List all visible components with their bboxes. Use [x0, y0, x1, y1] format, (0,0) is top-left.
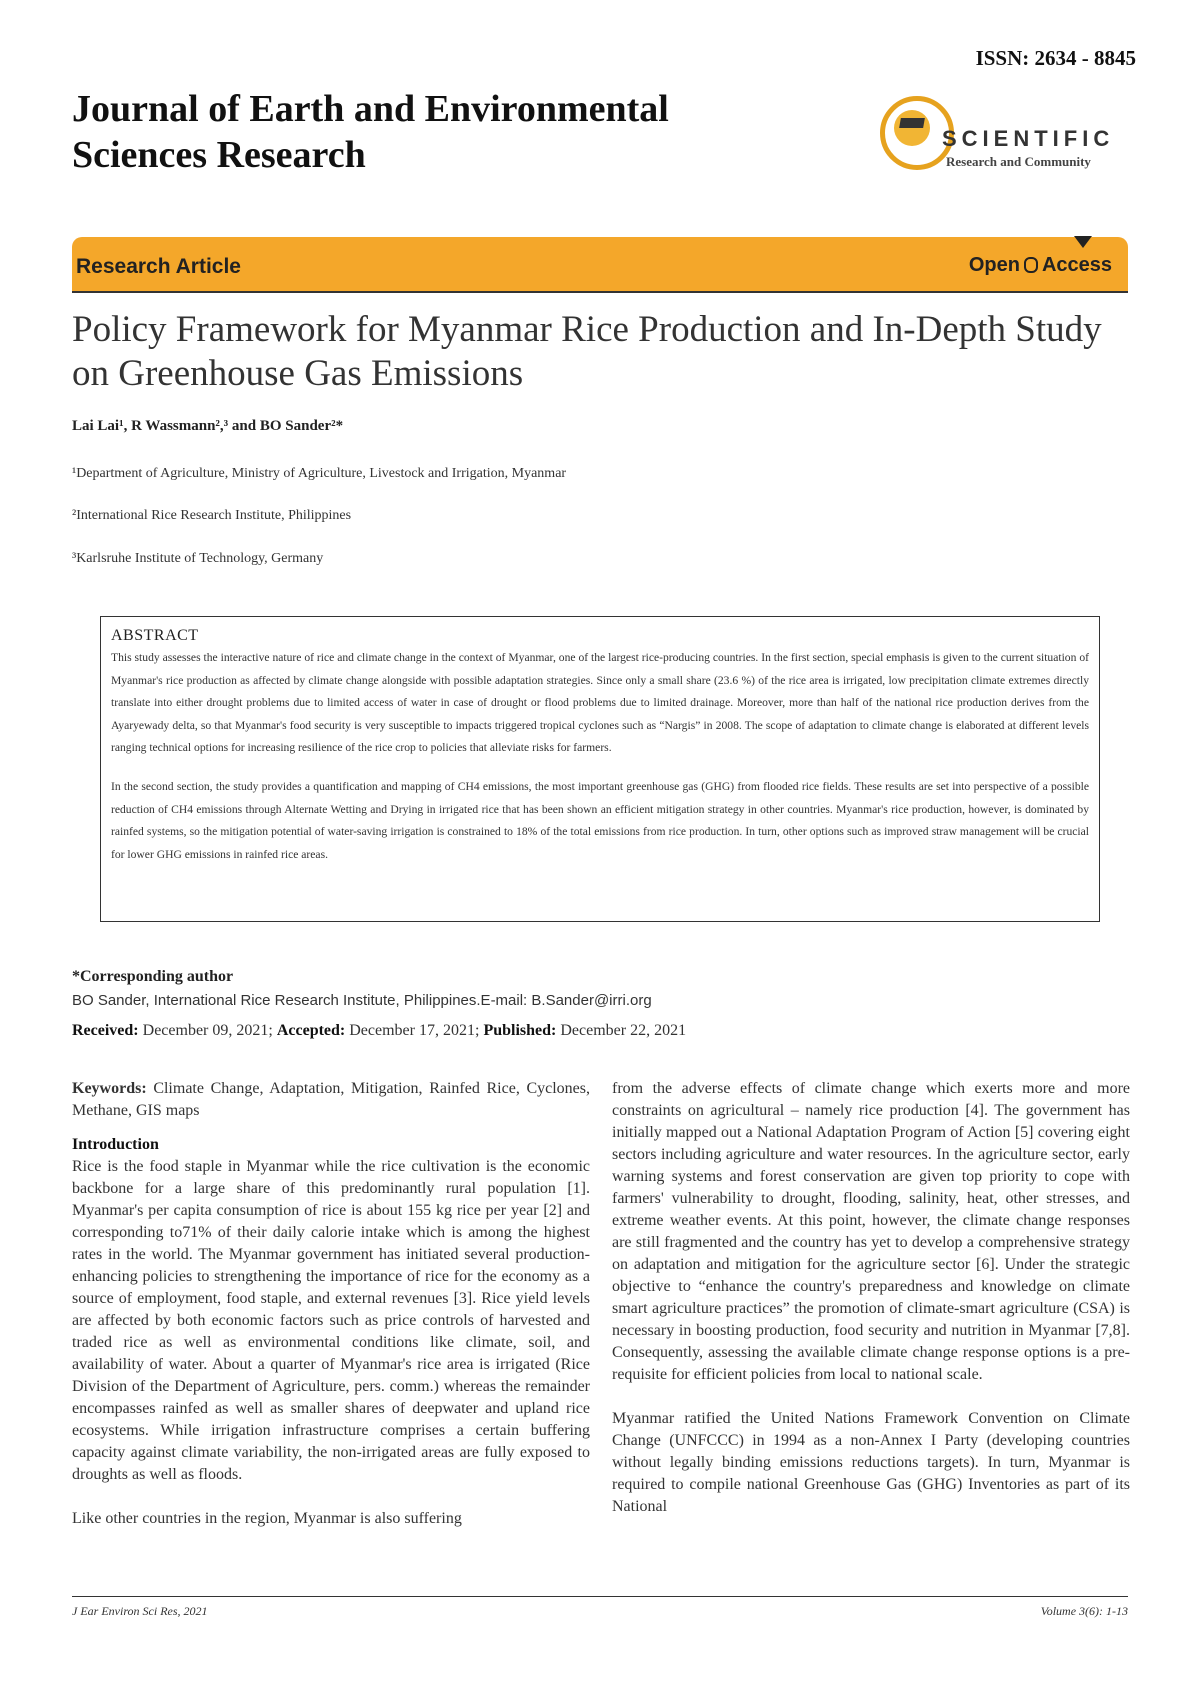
graduation-cap-icon	[899, 118, 925, 128]
open-access-badge	[969, 254, 1112, 277]
open-access-marker-icon	[1074, 236, 1092, 248]
corresponding-author-heading: *Corresponding author	[72, 968, 234, 985]
footer-volume: Volume 3(6): 1-13	[1040, 1604, 1128, 1618]
banner-divider	[72, 291, 1128, 293]
authors: Lai Lai¹, R Wassmann²,³ and BO Sander²*	[72, 418, 344, 434]
abstract-paragraph-2: In the second section, the study provides a quantification and mapping of CH4 emissions, the most important greenhouse gas (GHG) from flooded rice fields. These results are set into perspective of a possible reduction of CH4 emissions through Alternate Wetting and Drying in irrigated rice that has been shown an efficient mitigation strategy in other countries. Myanmar's rice production, however, is dominated by rainfed systems, so the mitigation potential of water-saving irrigation is constrained to 18% of the total emissions from rice production. In turn, other options such as improved straw management will be crucial for lower GHG emissions in rainfed rice areas.	[111, 779, 1089, 861]
affiliation-3: ³Karlsruhe Institute of Technology, Germany	[72, 551, 324, 566]
paper-title: Policy Framework for Myanmar Rice Production and In-Depth Study on Greenhouse Gas Emissions	[72, 309, 1102, 394]
published-date: December 22, 2021	[560, 1022, 687, 1039]
journal-title-line2: Sciences Research	[72, 134, 366, 176]
access-label: Access	[1041, 254, 1112, 276]
corresponding-author-text: BO Sander, International Rice Research Institute, Philippines.E-mail: B.Sander@irri.org	[72, 992, 652, 1009]
logo-subtitle: Research and Community	[946, 154, 1091, 169]
abstract-paragraph-1: This study assesses the interactive nature of rice and climate change in the context of Myanmar, one of the largest rice-producing countries. In the first section, special emphasis is given to the current situation of Myanmar's rice production as affected by climate change alongside with possible adaptation strategies. Since only a small share (23.6 %) of the rice area is irrigated, low precipitation climate extremes directly translate into either drought problems due to limited access of water in case of drought or flood problems due to limited drainage. Moreover, more than half of the national rice production derives from the Ayaryewady delta, so that Myanmar's food security is very susceptible to impacts triggered tropical cyclones such as “Nargis” in 2008. The scope of adaptation to climate change is elaborated at different levels ranging technical options for increasing resilience of the rice crop to policies that alleviate risks for farmers.	[111, 651, 1089, 755]
accepted-label: Accepted:	[276, 1022, 346, 1039]
introduction-heading: Introduction	[72, 1136, 159, 1153]
issn: ISSN: 2634 - 8845	[975, 46, 1136, 70]
journal-title	[72, 86, 792, 178]
open-label: Open	[968, 254, 1020, 276]
body-column-right	[612, 1078, 1130, 1518]
open-lock-icon	[1024, 257, 1038, 273]
received-label: Received:	[72, 1022, 139, 1039]
footer-citation: J Ear Environ Sci Res, 2021	[72, 1604, 208, 1618]
abstract-heading: ABSTRACT	[111, 627, 199, 644]
body-paragraph-right-1: from the adverse effects of climate change which exerts more and more constraints on agricultural – namely rice production [4]. The government has initially mapped out a National Adaptation Program of Action [5] covering eight sectors including agriculture and water resources. In the agriculture sector, early warning systems and forest conservation are given top priority to cope with farmers' vulnerability to drought, flooding, salinity, heat, other stresses, and extreme weather events. At this point, however, the climate change responses are still fragmented and the country has yet to develop a comprehensive strategy on adaptation and mitigation for the agriculture sector [6]. Under the strategic objective to “enhance the country's preparedness and knowledge on climate smart agriculture practices” the promotion of climate-smart agriculture (CSA) is necessary in boosting production, food security and nutrition in Myanmar [7,8]. Consequently, assessing the available climate change response options is a pre-requisite for efficient policies from local to national scale.	[612, 1080, 1130, 1383]
published-label: Published:	[483, 1022, 557, 1039]
keywords-list: Climate Change, Adaptation, Mitigation, Rainfed Rice, Cyclones, Methane, GIS maps	[72, 1080, 591, 1119]
article-type: Research Article	[76, 255, 241, 278]
abstract-box	[100, 616, 1100, 922]
received-date: December 09, 2021;	[142, 1022, 273, 1039]
logo-name: SCIENTIFIC	[942, 126, 1115, 151]
journal-title-line1: Journal of Earth and Environmental	[72, 88, 669, 130]
accepted-date: December 17, 2021;	[349, 1022, 480, 1039]
publication-dates	[72, 1022, 686, 1040]
body-column-left	[72, 1078, 590, 1530]
keywords-label: Keywords:	[72, 1080, 147, 1097]
introduction-paragraph-1: Rice is the food staple in Myanmar while the rice cultivation is the economic backbone for a large share of this predominantly rural population [1]. Myanmar's per capita consumption of rice is about 155 kg rice per year [2] and corresponding to71% of their daily calorie intake which is among the highest rates in the world. The Myanmar government has initiated several production-enhancing policies to strengthening the importance of rice for the economy as a source of employment, food staple, and external revenues [3]. Rice yield levels are affected by both economic factors such as price controls of harvested and traded rice as well as environmental conditions like climate, soil, and availability of water. About a quarter of Myanmar's rice area is irrigated (Rice Division of the Department of Agriculture, pers. comm.) whereas the remainder encompasses rainfed as well as smaller shares of deepwater and upland rice ecosystems. While irrigation infrastructure comprises a certain buffering capacity against climate variability, the non-irrigated areas are fully exposed to droughts as well as floods.	[72, 1158, 590, 1483]
introduction-paragraph-2: Like other countries in the region, Myanmar is also suffering	[72, 1510, 462, 1527]
logo-globe-icon	[894, 110, 930, 146]
keywords	[72, 1078, 590, 1122]
publisher-logo	[880, 96, 1130, 182]
affiliation-2: ²International Rice Research Institute, Philippines	[72, 508, 352, 523]
body-paragraph-right-2: Myanmar ratified the United Nations Framework Convention on Climate Change (UNFCCC) in 1994 as a non-Annex I Party (developing countries without legally binding emissions reductions targets). In turn, Myanmar is required to compile national Greenhouse Gas (GHG) Inventories as part of its National	[612, 1410, 1130, 1515]
affiliation-1: ¹Department of Agriculture, Ministry of Agriculture, Livestock and Irrigation, Myanmar	[72, 466, 567, 481]
footer-divider	[72, 1596, 1128, 1597]
